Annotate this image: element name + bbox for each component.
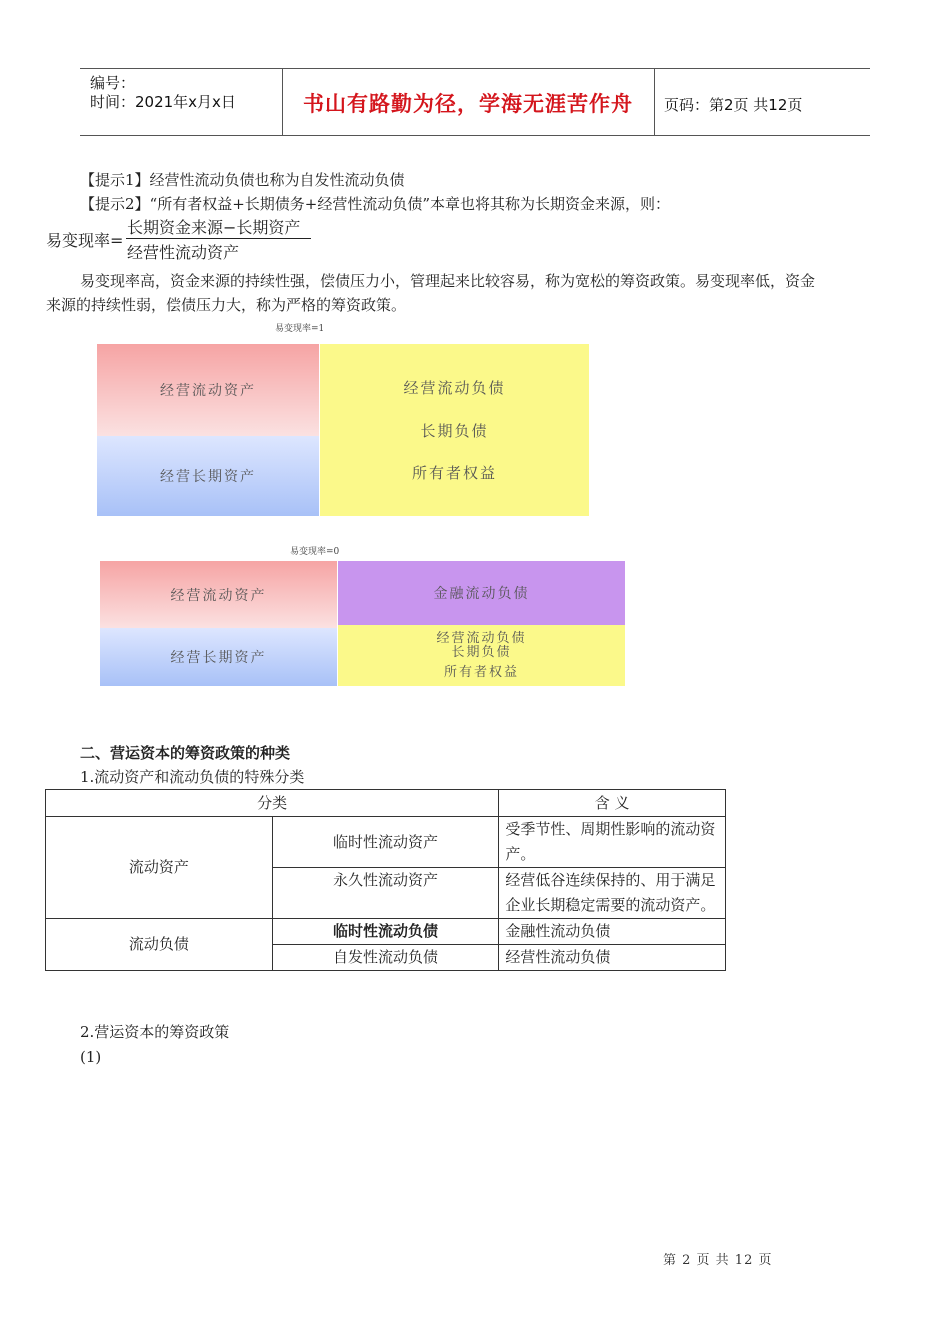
header-motto: 书山有路勤为径，学海无涯苦作舟 — [303, 92, 633, 116]
paragraph-line-1: 易变现率高，资金来源的持续性强，偿债压力小，管理起来比较容易，称为宽松的筹资政策。易变现率低，资金 — [80, 272, 816, 290]
formula-fraction-bar — [126, 238, 311, 239]
table-header-row — [46, 790, 726, 817]
header-divider-right — [654, 69, 655, 136]
hint-2: 【提示2】“所有者权益+长期债务+经营性流动负债”本章也将其称为长期资金来源，则： — [80, 195, 671, 213]
table-row-type: 临时性流动资产 — [272, 817, 499, 868]
table-row-meaning: 经营性流动负债 — [499, 945, 726, 971]
formula-lhs: 易变现率= — [46, 231, 124, 250]
diagram1-long-term-liabilities: 长期负债 — [420, 421, 489, 440]
table-row-type: 自发性流动负债 — [272, 945, 499, 971]
formula-denominator: 经营性流动资产 — [127, 243, 240, 262]
diagram2-owners-equity: 所有者权益 — [443, 664, 519, 680]
table-row-type: 临时性流动负债 — [272, 919, 499, 945]
subsection-3: (1) — [80, 1048, 102, 1066]
table-row-type: 永久性流动资产 — [272, 868, 499, 919]
diagram2-financial-current-liabilities: 金融流动负债 — [338, 561, 625, 625]
header-bottom-rule — [80, 135, 870, 136]
diagram2-long-term-liabilities: 长期负债 — [451, 644, 512, 660]
diagram2-long-term-funding — [338, 625, 625, 686]
header-number-label: 编号： — [90, 74, 136, 92]
table-row — [46, 817, 726, 868]
paragraph-line-2: 来源的持续性弱，偿债压力大，称为严格的筹资政策。 — [46, 296, 407, 314]
hint-1: 【提示1】经营性流动负债也称为自发性流动负债 — [80, 171, 405, 189]
table-header-class: 分类 — [46, 790, 499, 817]
subsection-2: 2.营运资本的筹资政策 — [80, 1023, 230, 1041]
table-header-meaning: 含 义 — [499, 790, 726, 817]
diagram2-operating-long-term-assets: 经营长期资产 — [100, 628, 337, 686]
formula-numerator: 长期资金来源−长期资产 — [127, 218, 301, 237]
header-top-rule — [80, 68, 870, 69]
diagram1-operating-current-liabilities: 经营流动负债 — [403, 379, 506, 398]
subsection-1: 1.流动资产和流动负债的特殊分类 — [80, 768, 305, 786]
table-row-meaning: 经营低谷连续保持的、用于满足企业长期稳定需要的流动资产。 — [499, 868, 726, 919]
table-row-meaning: 金融性流动负债 — [499, 919, 726, 945]
diagram2-operating-current-assets: 经营流动资产 — [100, 561, 337, 628]
diagram1-owners-equity: 所有者权益 — [411, 463, 497, 482]
header-page-label: 页码：第2页 共12页 — [664, 96, 803, 114]
diagram1-caption: 易变现率=1 — [275, 324, 325, 334]
current-liabilities-label: 流动负债 — [46, 919, 273, 971]
diagram1-operating-current-assets: 经营流动资产 — [97, 344, 319, 436]
header-time-label: 时间：2021年x月x日 — [90, 93, 236, 111]
current-assets-label: 流动资产 — [46, 817, 273, 919]
diagram2-operating-current-liabilities: 经营流动负债 — [436, 630, 527, 646]
diagram1-funding-sources — [320, 344, 589, 516]
diagram1-operating-long-term-assets: 经营长期资产 — [97, 436, 319, 516]
diagram2-caption: 易变现率=0 — [290, 547, 340, 557]
table-row — [46, 919, 726, 945]
section-title: 二、营运资本的筹资政策的种类 — [80, 744, 291, 762]
table-row-meaning: 受季节性、周期性影响的流动资产。 — [499, 817, 726, 868]
classification-table — [45, 789, 726, 971]
page-footer: 第 2 页 共 12 页 — [663, 1253, 773, 1268]
